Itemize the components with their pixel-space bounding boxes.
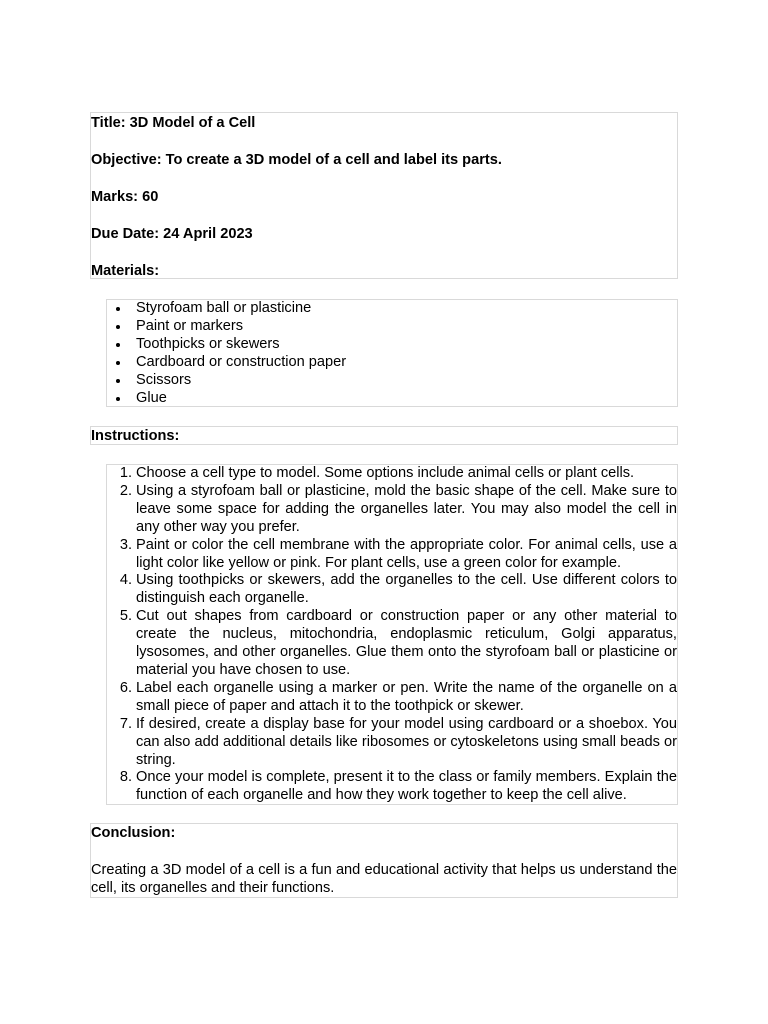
- document-title: Title: 3D Model of a Cell: [91, 115, 256, 131]
- instructions-list: [107, 465, 677, 805]
- list-item: [119, 679, 677, 716]
- step-text: Using a styrofoam ball or plasticine, mold the basic shape of the cell. Make sure to leave some space for adding the organelles later. You may also model the cell in any other way you prefer.: [136, 482, 677, 535]
- list-item: Scissors: [136, 372, 677, 390]
- conclusion-text: Creating a 3D model of a cell is a fun and educational activity that helps us understand the cell, its organelles and their functions.: [91, 862, 677, 896]
- step-text: Once your model is complete, present it to the class or family members. Explain the function of each organelle and how they work together to keep the cell alive.: [136, 769, 677, 804]
- instructions-list-section: [106, 464, 678, 805]
- conclusion-heading: Conclusion:: [91, 825, 176, 841]
- step-text: Choose a cell type to model. Some options include animal cells or plant cells.: [136, 465, 635, 481]
- step-number: 2.: [119, 482, 132, 499]
- step-text: Label each organelle using a marker or pen. Write the name of the organelle on a small piece of paper and attach it to the toothpick or skewer.: [136, 679, 677, 714]
- step-number: 5.: [119, 608, 132, 625]
- list-item: [119, 769, 677, 805]
- marks-text: Marks: 60: [91, 189, 159, 205]
- due-date-text: Due Date: 24 April 2023: [91, 226, 253, 242]
- objective-text: Objective: To create a 3D model of a cell and label its parts.: [91, 152, 502, 168]
- step-number: 6.: [119, 679, 132, 696]
- instructions-heading: Instructions:: [91, 428, 180, 444]
- list-item: [119, 536, 677, 573]
- list-item: Styrofoam ball or plasticine: [136, 300, 677, 318]
- list-item: [119, 572, 677, 608]
- list-item: [119, 482, 677, 537]
- step-text: Paint or color the cell membrane with the appropriate color. For animal cells, use a light color like yellow or pink. For plant cells, use a green color for example.: [136, 536, 677, 571]
- list-item: [119, 608, 677, 680]
- step-text: If desired, create a display base for your model using cardboard or a shoebox. You can also add additional details like ribosomes or cytoskeletons using small beads or string.: [136, 715, 677, 768]
- list-item: Glue: [136, 390, 677, 408]
- materials-list-section: [106, 299, 678, 407]
- header-section: [90, 112, 678, 279]
- list-item: Paint or markers: [136, 318, 677, 336]
- step-number: 4.: [119, 572, 132, 589]
- step-number: 7.: [119, 715, 132, 732]
- step-number: 3.: [119, 536, 132, 553]
- list-item: [119, 715, 677, 770]
- instructions-heading-section: [90, 426, 678, 445]
- step-number: 8.: [119, 769, 132, 786]
- conclusion-section: [90, 823, 678, 898]
- step-text: Using toothpicks or skewers, add the organelles to the cell. Use different colors to distinguish each organelle.: [136, 572, 677, 607]
- list-item: Toothpicks or skewers: [136, 336, 677, 354]
- step-text: Cut out shapes from cardboard or construction paper or any other material to create the nucleus, mitochondria, endoplasmic reticulum, Golgi apparatus, lysosomes, and other organelles. Glue them onto the styrofoam ball or plasticine or material you have chosen to use.: [136, 608, 677, 678]
- list-item: [119, 465, 677, 483]
- materials-heading: Materials:: [91, 263, 160, 279]
- materials-list: [107, 300, 677, 407]
- step-number: 1.: [119, 465, 132, 481]
- list-item: Cardboard or construction paper: [136, 354, 677, 372]
